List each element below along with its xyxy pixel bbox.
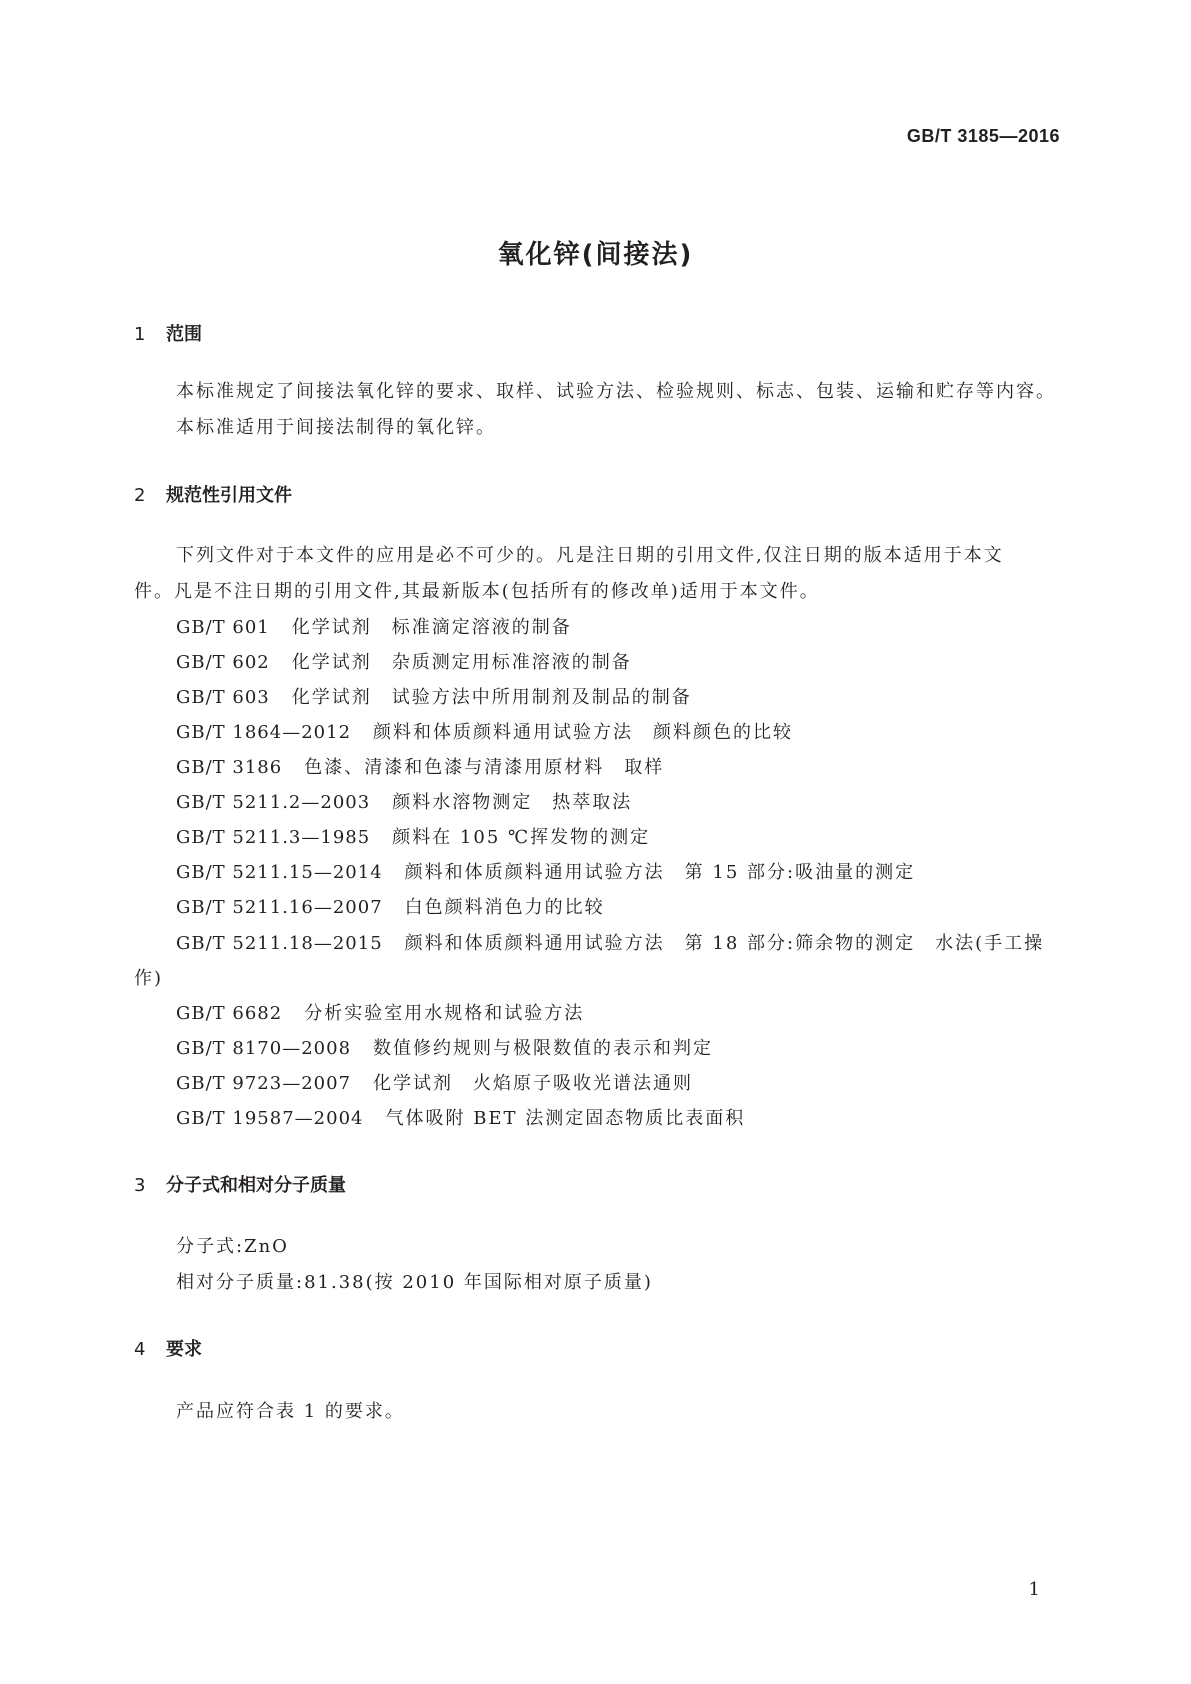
reference-name: 白色颜料消色力的比较 [404,897,605,918]
paragraph: 本标准适用于间接法制得的氧化锌。 [176,417,496,438]
reference-code: GB/T 601 [176,617,270,638]
section-3-heading [134,1171,346,1197]
reference-item [176,1069,693,1095]
section-title: 要求 [166,1339,202,1360]
reference-name: 气体吸附 BET 法测定固态物质比表面积 [385,1108,746,1129]
reference-name: 颜料在 105 ℃挥发物的测定 [392,827,651,848]
reference-item [176,718,793,744]
reference-name: 化学试剂 标准滴定溶液的制备 [291,617,572,638]
reference-code: GB/T 5211.2—2003 [176,792,371,813]
reference-name: 颜料水溶物测定 热萃取法 [392,792,633,813]
reference-code: GB/T 603 [176,687,270,708]
section-number: 2 [134,485,146,506]
reference-name: 化学试剂 试验方法中所用制剂及制品的制备 [291,687,692,708]
reference-item [176,858,915,884]
reference-code: GB/T 19587—2004 [176,1108,364,1129]
paragraph: 产品应符合表 1 的要求。 [176,1401,405,1422]
section-2-heading [134,481,292,507]
reference-name: 化学试剂 杂质测定用标准溶液的制备 [291,652,632,673]
section-number: 4 [134,1339,146,1360]
reference-item [176,648,632,674]
reference-code: GB/T 5211.15—2014 [176,862,383,883]
reference-name: 颜料和体质颜料通用试验方法 颜料颜色的比较 [373,722,794,743]
section-title: 范围 [166,324,202,345]
reference-name: 化学试剂 火焰原子吸收光谱法通则 [373,1073,694,1094]
reference-name: 分析实验室用水规格和试验方法 [304,1003,585,1024]
reference-item [176,929,1044,955]
reference-continuation: 作) [134,968,164,989]
reference-item [176,823,650,849]
reference-code: GB/T 8170—2008 [176,1038,352,1059]
relative-molecular-mass: 相对分子质量:81.38(按 2010 年国际相对原子质量) [176,1272,653,1293]
reference-code: GB/T 5211.18—2015 [176,933,383,954]
section-4-heading [134,1335,202,1361]
reference-code: GB/T 5211.16—2007 [176,897,383,918]
reference-item [176,1104,745,1130]
page-number: 1 [1028,1579,1040,1600]
section-number: 1 [134,324,146,345]
reference-code: GB/T 1864—2012 [176,722,352,743]
paragraph: 本标准规定了间接法氧化锌的要求、取样、试验方法、检验规则、标志、包装、运输和贮存等内容。 [176,381,1056,402]
reference-name: 数值修约规则与极限数值的表示和判定 [373,1038,714,1059]
reference-name: 色漆、清漆和色漆与清漆用原材料 取样 [304,757,665,778]
section-number: 3 [134,1175,146,1196]
reference-code: GB/T 602 [176,652,270,673]
reference-item [176,788,632,814]
standard-code: GB/T 3185—2016 [906,126,1060,146]
paragraph: 件。凡是不注日期的引用文件,其最新版本(包括所有的修改单)适用于本文件。 [134,581,820,602]
reference-code: GB/T 6682 [176,1003,283,1024]
section-title: 规范性引用文件 [166,485,292,506]
reference-item [176,753,664,779]
reference-code: GB/T 9723—2007 [176,1073,352,1094]
reference-name: 颜料和体质颜料通用试验方法 第 15 部分:吸油量的测定 [404,862,916,883]
reference-name: 颜料和体质颜料通用试验方法 第 18 部分:筛余物的测定 水法(手工操 [404,933,1045,954]
paragraph: 下列文件对于本文件的应用是必不可少的。凡是注日期的引用文件,仅注日期的版本适用于本文 [176,545,1004,566]
section-1-heading [134,320,202,346]
reference-item [176,999,584,1025]
document-title: 氧化锌(间接法) [497,240,694,270]
section-title: 分子式和相对分子质量 [166,1175,346,1196]
reference-code: GB/T 5211.3—1985 [176,827,371,848]
reference-item [176,683,692,709]
molecular-formula: 分子式:ZnO [176,1236,289,1257]
reference-code: GB/T 3186 [176,757,283,778]
reference-item [176,613,572,639]
reference-item [176,1034,713,1060]
reference-item [176,893,605,919]
